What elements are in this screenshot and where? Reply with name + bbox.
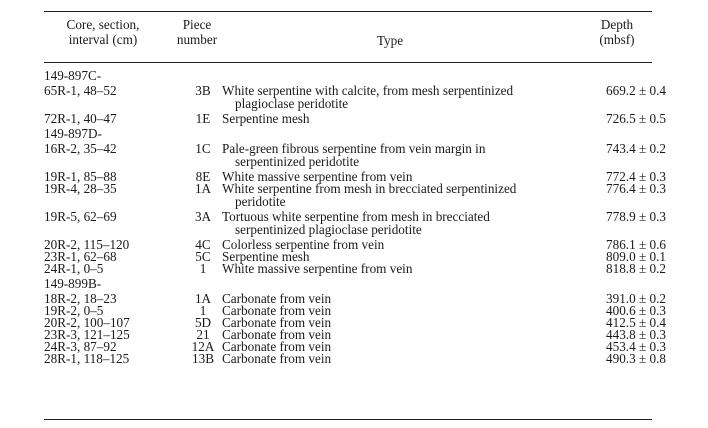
cell-type: White massive serpentine from vein <box>222 169 413 184</box>
cell-type: White serpentine from mesh in brecciated serpentinized <box>222 181 517 196</box>
cell-type: serpentinized plagioclase peridotite <box>235 222 422 237</box>
cell-depth: 743.4 ± 0.2 <box>606 141 666 156</box>
cell-piece: 1 <box>199 303 207 318</box>
cell-type: Serpentine mesh <box>222 249 310 264</box>
cell-type: Carbonate from vein <box>222 327 332 342</box>
cell-piece: 21 <box>196 327 210 342</box>
cell-type: Tortuous white serpentine from mesh in brecciated <box>222 209 490 224</box>
cell-depth: 490.3 ± 0.8 <box>606 351 666 366</box>
header-core <box>44 17 162 47</box>
cell-piece: 8E <box>195 169 211 184</box>
cell-core: 65R-1, 48–52 <box>44 83 117 98</box>
cell-piece: 1A <box>194 291 212 306</box>
group-label: 149-897D- <box>44 126 102 141</box>
cell-core: 19R-4, 28–35 <box>44 181 117 196</box>
cell-piece: 1C <box>195 141 211 156</box>
header-depth-line1: Depth <box>600 17 634 32</box>
header-piece-line2: number <box>176 32 218 47</box>
cell-depth: 391.0 ± 0.2 <box>606 291 666 306</box>
cell-type: Carbonate from vein <box>222 339 332 354</box>
group-label: 149-897C- <box>44 68 102 83</box>
cell-depth: 778.9 ± 0.3 <box>606 209 666 224</box>
bottom-rule <box>44 419 652 420</box>
cell-type: Pale-green fibrous serpentine from vein margin in <box>222 141 486 156</box>
cell-type: Carbonate from vein <box>222 351 332 366</box>
cell-type: Serpentine mesh <box>222 111 310 126</box>
cell-depth: 786.1 ± 0.6 <box>606 237 666 252</box>
header-piece-line1: Piece <box>182 17 212 32</box>
cell-depth: 726.5 ± 0.5 <box>606 111 666 126</box>
cell-type: Carbonate from vein <box>222 291 332 306</box>
cell-core: 24R-3, 87–92 <box>44 339 117 354</box>
cell-depth: 776.4 ± 0.3 <box>606 181 666 196</box>
cell-depth: 772.4 ± 0.3 <box>606 169 666 184</box>
top-rule <box>44 11 652 12</box>
cell-core: 23R-1, 62–68 <box>44 249 117 264</box>
cell-piece: 5C <box>195 249 211 264</box>
header-type: Type <box>376 33 404 48</box>
cell-depth: 453.4 ± 0.3 <box>606 339 666 354</box>
header-depth-line2: (mbsf) <box>599 32 635 47</box>
cell-type: plagioclase peridotite <box>235 96 349 111</box>
cell-depth: 669.2 ± 0.4 <box>606 83 666 98</box>
group-label: 149-899B- <box>44 276 102 291</box>
cell-core: 20R-2, 100–107 <box>44 315 130 330</box>
cell-core: 19R-5, 62–69 <box>44 209 117 224</box>
header-core-line1: Core, section, <box>66 17 140 32</box>
cell-type: Carbonate from vein <box>222 315 332 330</box>
cell-core: 19R-2, 0–5 <box>44 303 104 318</box>
cell-type: Colorless serpentine from vein <box>222 237 385 252</box>
cell-core: 24R-1, 0–5 <box>44 261 104 276</box>
header-depth <box>585 17 649 47</box>
cell-type: White serpentine with calcite, from mesh serpentinized <box>222 83 514 98</box>
cell-depth: 443.8 ± 0.3 <box>606 327 666 342</box>
cell-type: serpentinized peridotite <box>235 154 360 169</box>
cell-depth: 400.6 ± 0.3 <box>606 303 666 318</box>
header-rule <box>44 62 652 63</box>
cell-core: 19R-1, 85–88 <box>44 169 117 184</box>
cell-depth: 818.8 ± 0.2 <box>606 261 666 276</box>
cell-piece: 3A <box>194 209 212 224</box>
cell-core: 72R-1, 40–47 <box>44 111 117 126</box>
cell-type: White massive serpentine from vein <box>222 261 413 276</box>
cell-depth: 412.5 ± 0.4 <box>606 315 666 330</box>
cell-type: Carbonate from vein <box>222 303 332 318</box>
cell-piece: 12A <box>191 339 215 354</box>
cell-piece: 5D <box>194 315 212 330</box>
cell-piece: 1A <box>194 181 212 196</box>
cell-piece: 1 <box>199 261 207 276</box>
header-piece <box>172 17 222 47</box>
cell-core: 18R-2, 18–23 <box>44 291 117 306</box>
cell-piece: 13B <box>192 351 214 366</box>
cell-piece: 1E <box>195 111 211 126</box>
header-core-line2: interval (cm) <box>68 32 138 47</box>
cell-core: 16R-2, 35–42 <box>44 141 117 156</box>
cell-piece: 3B <box>195 83 211 98</box>
cell-depth: 809.0 ± 0.1 <box>606 249 666 264</box>
cell-core: 23R-3, 121–125 <box>44 327 130 342</box>
cell-piece: 4C <box>195 237 211 252</box>
cell-core: 20R-2, 115–120 <box>44 237 130 252</box>
cell-type: peridotite <box>235 194 286 209</box>
cell-core: 28R-1, 118–125 <box>44 351 130 366</box>
